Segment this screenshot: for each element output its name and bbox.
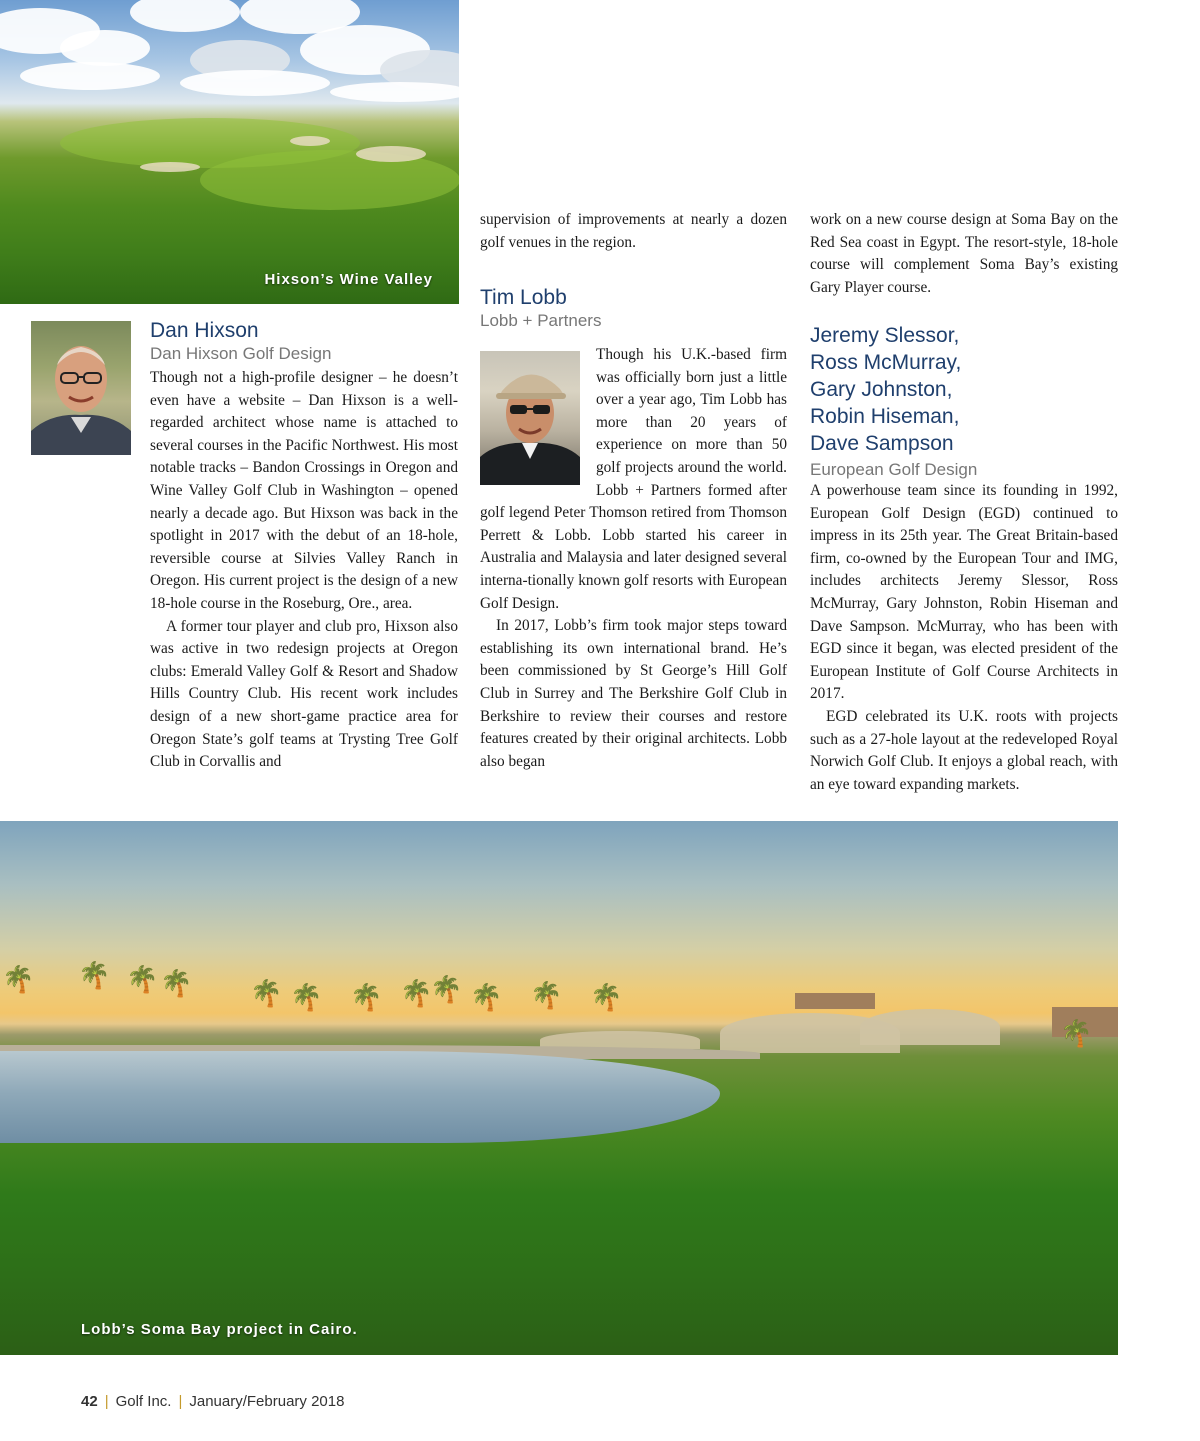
soma-bay-photo: 🌴 🌴 🌴 🌴 🌴 🌴 🌴 🌴 🌴 🌴 🌴 🌴 🌴 Lobb’s Soma Bay project in Cairo. [0, 821, 1118, 1355]
tim-lobb-firm: Lobb + Partners [480, 311, 602, 330]
soma-bay-caption: Lobb’s Soma Bay project in Cairo. [81, 1321, 358, 1338]
dan-hixson-article [150, 367, 458, 774]
paragraph: supervision of improvements at nearly a dozen golf venues in the region. [480, 211, 787, 251]
tim-lobb-name: Tim Lobb [480, 286, 567, 309]
egd-article [810, 480, 1118, 796]
egd-architect-names [810, 322, 961, 457]
footer-separator: | [104, 1393, 109, 1410]
paragraph: Though his U.K.-based firm was officially born just a little over a year ago, Tim Lobb has more than 20 years of experience on more than 50 golf projects around the world. Lobb + Partners formed after golf legend Peter Thomson retired from Thomson Perrett & Lobb. Lobb started his career in Australia and Malaysia and later designed several interna-tionally known golf resorts with European Golf Design. [480, 346, 787, 612]
dan-hixson-headshot [31, 321, 131, 455]
dan-hixson-name: Dan Hixson [150, 319, 259, 342]
publication-name: Golf Inc. [115, 1393, 172, 1410]
page-footer [81, 1393, 344, 1410]
paragraph: Though not a high-profile designer – he doesn’t even have a website – Dan Hixson is a well-regarded architect whose name is attached to several courses in the Pacific Northwest. His most notable tracks – Bandon Crossings in Oregon and Wine Valley Golf Club in Washington – opened nearly a decade ago. But Hixson was back in the spotlight in 2017 with the debut of an 18-hole, reversible course at Silvies Valley Ranch in Oregon. His current project is the design of a new 18-hole course in the Roseburg, Ore., area. [150, 369, 458, 612]
egd-firm: European Golf Design [810, 460, 978, 479]
architect-name: Jeremy Slessor, [810, 324, 960, 347]
wine-valley-photo [0, 0, 459, 304]
architect-name: Dave Sampson [810, 432, 954, 455]
paragraph: work on a new course design at Soma Bay on the Red Sea coast in Egypt. The resort-style, 18-hole course will complement Soma Bay’s existing Gary Player course. [810, 211, 1118, 296]
paragraph: A former tour player and club pro, Hixson also was active in two redesign projects at Oregon clubs: Emerald Valley Golf & Resort and Shadow Hills Country Club. His recent work includes design of a new short-game practice area for Oregon State’s golf teams at Trysting Tree Golf Club in Corvallis and [150, 617, 458, 771]
architect-name: Gary Johnston, [810, 378, 953, 401]
wine-valley-caption: Hixson’s Wine Valley [264, 271, 433, 288]
page-number: 42 [81, 1393, 98, 1410]
paragraph: A powerhouse team since its founding in 1992, European Golf Design (EGD) continued to impress in its 25th year. The Great Britain-based firm, co-owned by the European Tour and IMG, includes architects Jeremy Slessor, Ross McMurray, Gary Johnston, Robin Hiseman and Dave Sampson. McMurray, who has been with EGD since it began, was elected president of the European Institute of Golf Course Architects in 2017. [810, 482, 1118, 703]
photo-spacer [480, 344, 596, 482]
tim-lobb-article [480, 344, 787, 773]
paragraph: EGD celebrated its U.K. roots with projects such as a 27-hole layout at the redeveloped Royal Norwich Golf Club. It enjoys a global reach, with an eye toward expanding markets. [810, 707, 1118, 793]
dan-hixson-firm: Dan Hixson Golf Design [150, 344, 332, 363]
paragraph: In 2017, Lobb’s firm took major steps toward establishing its own international brand. He’s been commissioned by St George’s Hill Golf Club in Surrey and The Berkshire Golf Club in Berkshire to review their courses and restore features created by their original architects. Lobb also began [480, 617, 787, 770]
issue-date: January/February 2018 [189, 1393, 345, 1410]
lobb-continuation-text [480, 209, 787, 254]
architect-name: Robin Hiseman, [810, 405, 960, 428]
architect-name: Ross McMurray, [810, 351, 962, 374]
footer-separator: | [178, 1393, 183, 1410]
egd-continuation-text [810, 209, 1118, 299]
